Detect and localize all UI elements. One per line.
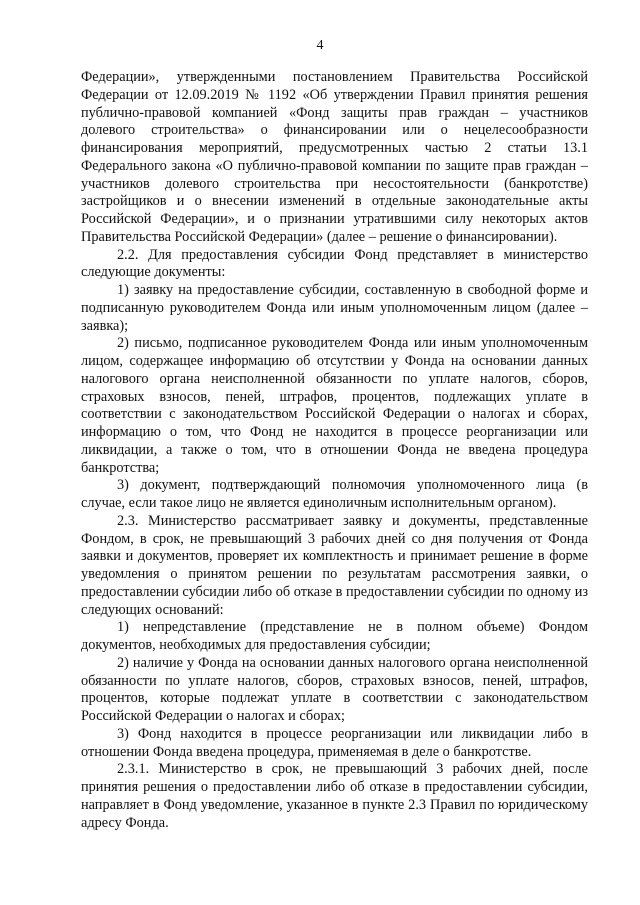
- paragraph-2-3-item-1: 1) непредставление (представление не в полном объеме) Фондом документов, необходимых для предоставления субсидии;: [81, 619, 588, 653]
- document-body: [81, 69, 588, 832]
- page-number: 4: [316, 38, 324, 53]
- paragraph-2-3: 2.3. Министерство рассматривает заявку и документы, представленные Фондом, в срок, не превышающий 3 рабочих дней со дня получения от Фонда заявки и документов, проверяет их комплектность и принимает решение в форме уведомления о принятом решении по результатам рассмотрения заявки, о предоставлении субсидии либо об отказе в предоставлении субсидии по одному из следующих оснований:: [81, 512, 588, 618]
- paragraph-2-3-item-3: 3) Фонд находится в процессе реорганизации или ликвидации либо в отношении Фонда введена процедура, применяемая в деле о банкротстве.: [81, 725, 588, 760]
- paragraph-2-2-item-1: 1) заявку на предоставление субсидии, составленную в свободной форме и подписанную руководителем Фонда или иным уполномоченным лицом (далее – заявка);: [81, 282, 588, 334]
- paragraph-2-3-1: 2.3.1. Министерство в срок, не превышающий 3 рабочих дней, после принятия решения о предоставлении либо об отказе в предоставлении субсидии, направляет в Фонд уведомление, указанное в пункте 2.3 Правил по юридическому адресу Фонда.: [81, 761, 588, 831]
- paragraph-2-2-item-3: 3) документ, подтверждающий полномочия уполномоченного лица (в случае, если такое лицо не является единоличным исполнительным органом).: [81, 477, 588, 511]
- paragraph-2-2: 2.2. Для предоставления субсидии Фонд представляет в министерство следующие документы:: [81, 246, 588, 281]
- paragraph-decision-reference: Федерации», утвержденными постановлением Правительства Российской Федерации от 12.09.2019 № 1192 «Об утверждении Правил принятия решения публично-правовой компанией «Фонд защиты прав граждан – участников долевого строительства» о финансировании или о нецелесообразности финансирования мероприятий, предусмотренных частью 2 статьи 13.1 Федерального закона «О публично-правовой компании по защите прав граждан – участников долевого строительства при несостоятельности (банкротстве) застройщиков и о внесении изменений в отдельные законодательные акты Российской Федерации», и о признании утратившими силу некоторых актов Правительства Российской Федерации» (далее – решение о финансировании).: [81, 69, 588, 245]
- paragraph-2-2-item-2: 2) письмо, подписанное руководителем Фонда или иным уполномоченным лицом, содержащее информацию об отсутствии у Фонда на основании данных налогового органа неисполненной обязанности по уплате налогов, сборов, страховых взносов, пеней, штрафов, процентов, подлежащих уплате в соответствии с законодательством Российской Федерации о налогах и сборах, информацию о том, что Фонд не находится в процессе реорганизации или ликвидации, а также о том, что в отношении Фонда не введена процедура банкротства;: [81, 335, 588, 476]
- paragraph-2-3-item-2: 2) наличие у Фонда на основании данных налогового органа неисполненной обязанности по уплате налогов, сборов, страховых взносов, пеней, штрафов, процентов, которые подлежат уплате в соответствии с законодательством Российской Федерации о налогах и сборах;: [81, 654, 588, 724]
